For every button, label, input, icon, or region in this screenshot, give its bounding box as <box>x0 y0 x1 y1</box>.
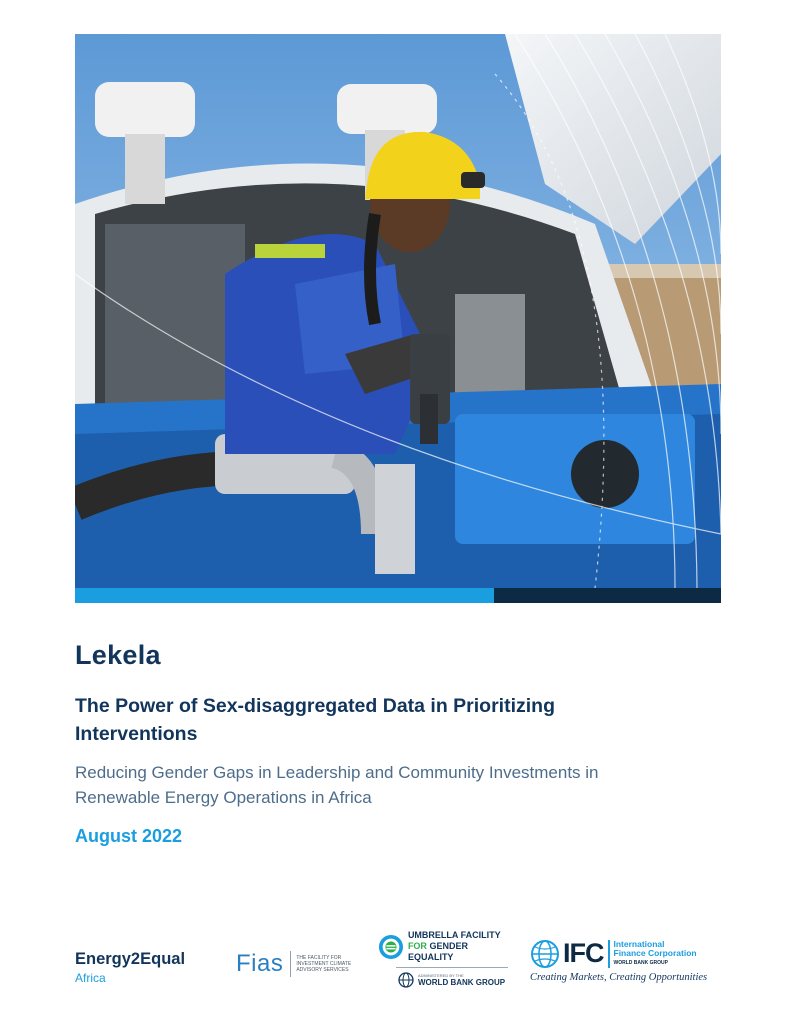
ifc-line2: Finance Corporation <box>613 947 697 958</box>
report-title: Lekela <box>75 640 161 670</box>
ifc-globe-icon <box>530 939 560 969</box>
fias-text: THE FACILITY FOR INVESTMENT CLIMATE ADVISORY SERVICES <box>296 955 352 973</box>
report-date: August 2022 <box>75 826 183 846</box>
umbrella-line2-rest: GENDER EQUALITY <box>407 941 468 962</box>
world-bank-globe-icon <box>398 972 414 988</box>
umbrella-admin: ADMINISTERED BY THE <box>418 973 464 978</box>
umbrella-line2 <box>408 941 508 963</box>
energy2equal-name: Energy2Equal <box>75 950 186 968</box>
umbrella-divider <box>396 967 508 968</box>
report-subtitle: The Power of Sex-disaggregated Data in Prioritizing Interventions <box>75 695 555 745</box>
fias-logo <box>236 950 351 978</box>
wind-turbine-technician-icon <box>75 34 721 588</box>
ifc-tagline: Creating Markets, Creating Opportunities <box>530 972 708 983</box>
umbrella-wbg: WORLD BANK GROUP <box>418 978 506 987</box>
accent-bar-dark <box>494 588 721 603</box>
ifc-line3: WORLD BANK GROUP <box>613 959 668 966</box>
ifc-line1: International <box>613 938 665 949</box>
fias-word: Fias <box>236 950 284 977</box>
energy2equal-sub: Africa <box>75 971 106 985</box>
umbrella-line1: UMBRELLA FACILITY <box>407 930 501 940</box>
accent-bar-light <box>75 588 494 603</box>
report-description: Reducing Gender Gaps in Leadership and Community Investments in Renewable Energy Operations in Africa <box>75 763 599 807</box>
gender-equality-badge-icon <box>378 933 404 961</box>
umbrella-for: FOR <box>407 941 427 951</box>
ifc-logo <box>530 938 730 983</box>
ifc-divider <box>608 940 610 968</box>
energy2equal-logo <box>75 950 185 985</box>
ifc-word: IFC <box>563 938 604 968</box>
fias-divider <box>290 951 291 977</box>
cover-photo <box>75 34 721 588</box>
umbrella-facility-logo <box>378 930 508 988</box>
